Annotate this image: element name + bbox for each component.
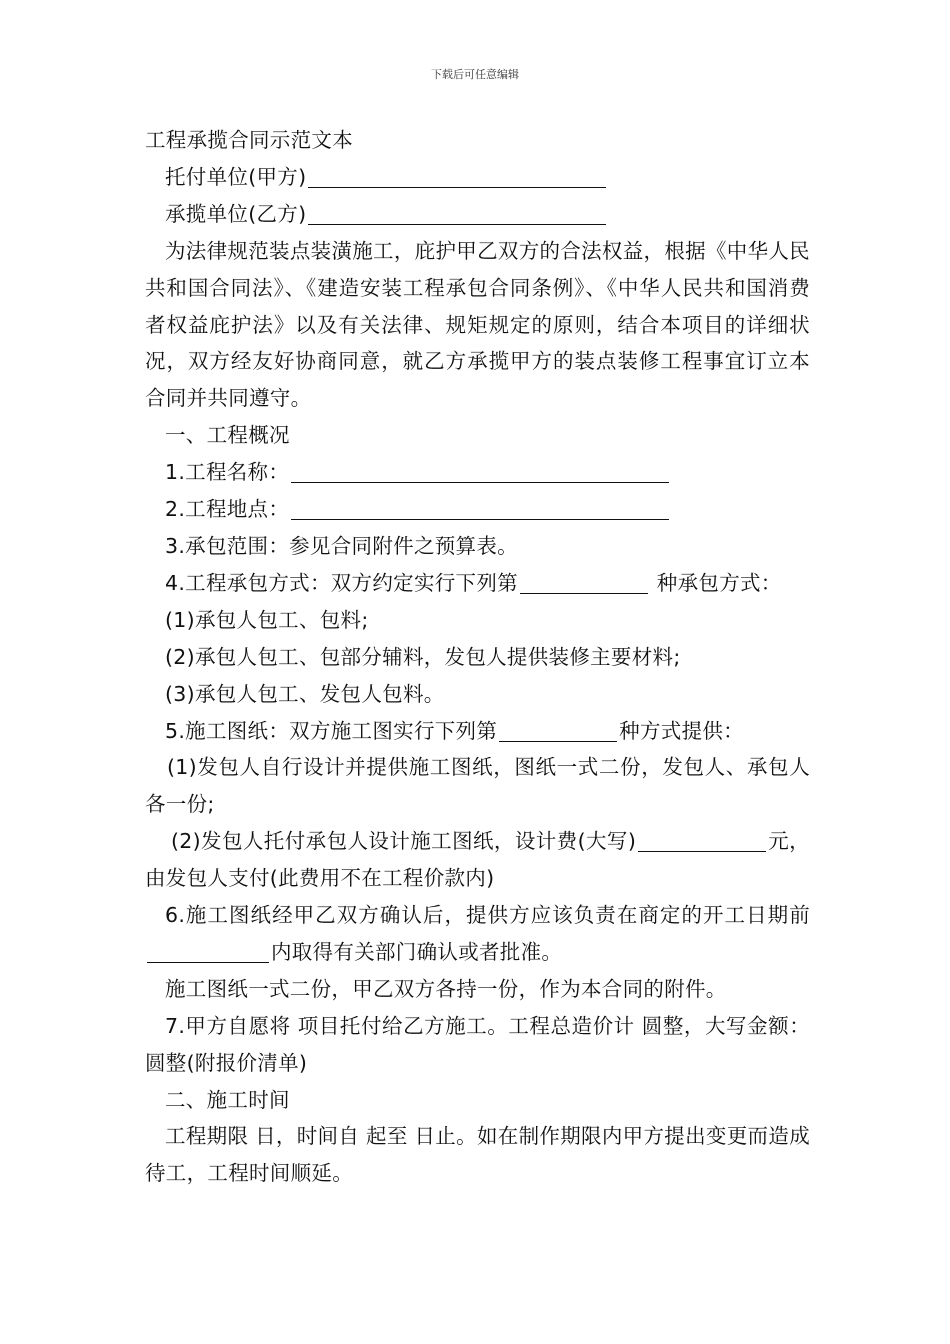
drawing-option-2-paragraph <box>145 823 810 897</box>
contract-document <box>145 122 810 1192</box>
project-name-label: 1.工程名称： <box>165 460 290 485</box>
party-b-line <box>145 196 810 233</box>
item-6-paragraph <box>145 897 810 971</box>
item-7-paragraph <box>145 1008 810 1082</box>
drawings-pre: 5.施工图纸：双方施工图实行下列第 <box>165 718 498 743</box>
section-2-heading: 二、施工时间 <box>165 1087 290 1112</box>
scope-line: 3.承包范围：参见合同附件之预算表。 <box>165 533 518 558</box>
design-fee-blank <box>638 829 766 852</box>
contract-mode-pre: 4.工程承包方式：双方约定实行下列第 <box>165 570 518 595</box>
project-name-blank <box>291 460 669 483</box>
project-name-line <box>145 454 810 491</box>
drawings-blank <box>499 719 617 742</box>
drawing-copies-line: 施工图纸一式二份，甲乙双方各持一份，作为本合同的附件。 <box>165 976 727 1001</box>
drawings-post: 种方式提供： <box>619 718 744 743</box>
period-paragraph <box>145 1118 810 1192</box>
document-title: 工程承揽合同示范文本 <box>145 128 353 152</box>
party-a-line <box>145 159 810 196</box>
option-2-line: (2)承包人包工、包部分辅料，发包人提供装修主要材料; <box>165 644 681 669</box>
project-location-line <box>145 491 810 528</box>
contract-mode-post: 种承包方式： <box>656 570 782 595</box>
option-3-line: (3)承包人包工、发包人包料。 <box>165 681 445 706</box>
drawing-option-2-pre: (2)发包人托付承包人设计施工图纸，设计费(大写) <box>171 829 637 854</box>
period-text: 工程期限 日，时间自 起至 日止。如在制作期限内甲方提出变更而造成待工，工程时间顺延。 <box>145 1124 810 1186</box>
project-location-blank <box>291 497 669 520</box>
item-6-post: 内取得有关部门确认或者批准。 <box>271 939 563 964</box>
party-a-label: 托付单位(甲方) <box>165 164 307 189</box>
party-b-blank <box>308 202 606 225</box>
drawing-option-2-post: 元，由发包人支付(此费用不在工程价款内) <box>145 829 810 891</box>
drawing-option-1-text: (1)发包人自行设计并提供施工图纸，图纸一式二份，发包人、承包人各一份; <box>145 755 810 817</box>
party-a-blank <box>308 165 606 188</box>
option-1-line: (1)承包人包工、包料; <box>165 607 369 632</box>
approval-deadline-blank <box>147 940 269 963</box>
item-6-pre: 6.施工图纸经甲乙双方确认后，提供方应该负责在商定的开工日期前 <box>165 903 810 928</box>
section-1-heading: 一、工程概况 <box>165 423 290 448</box>
contract-mode-blank <box>520 571 648 594</box>
party-b-label: 承揽单位(乙方) <box>165 201 307 226</box>
drawing-option-1-paragraph <box>145 749 810 823</box>
item-7-text: 7.甲方自愿将 项目托付给乙方施工。工程总造价计 圆整，大写金额： 圆整(附报价清单) <box>145 1013 810 1075</box>
contract-mode-line <box>145 565 810 602</box>
preamble-paragraph <box>145 233 810 418</box>
project-location-label: 2.工程地点： <box>165 497 290 522</box>
drawings-line <box>145 713 810 750</box>
page-header-note: 下载后可任意编辑 <box>431 68 519 81</box>
preamble-text: 为法律规范装点装潢施工，庇护甲乙双方的合法权益，根据《中华人民共和国合同法》、《建造安装工程承包合同条例》、《中华人民共和国消费者权益庇护法》以及有关法律、规矩规定的原则，结合本项目的详细状况，双方经友好协商同意，就乙方承揽甲方的装点装修工程事宜订立本合同并共同遵守。 <box>145 238 810 411</box>
